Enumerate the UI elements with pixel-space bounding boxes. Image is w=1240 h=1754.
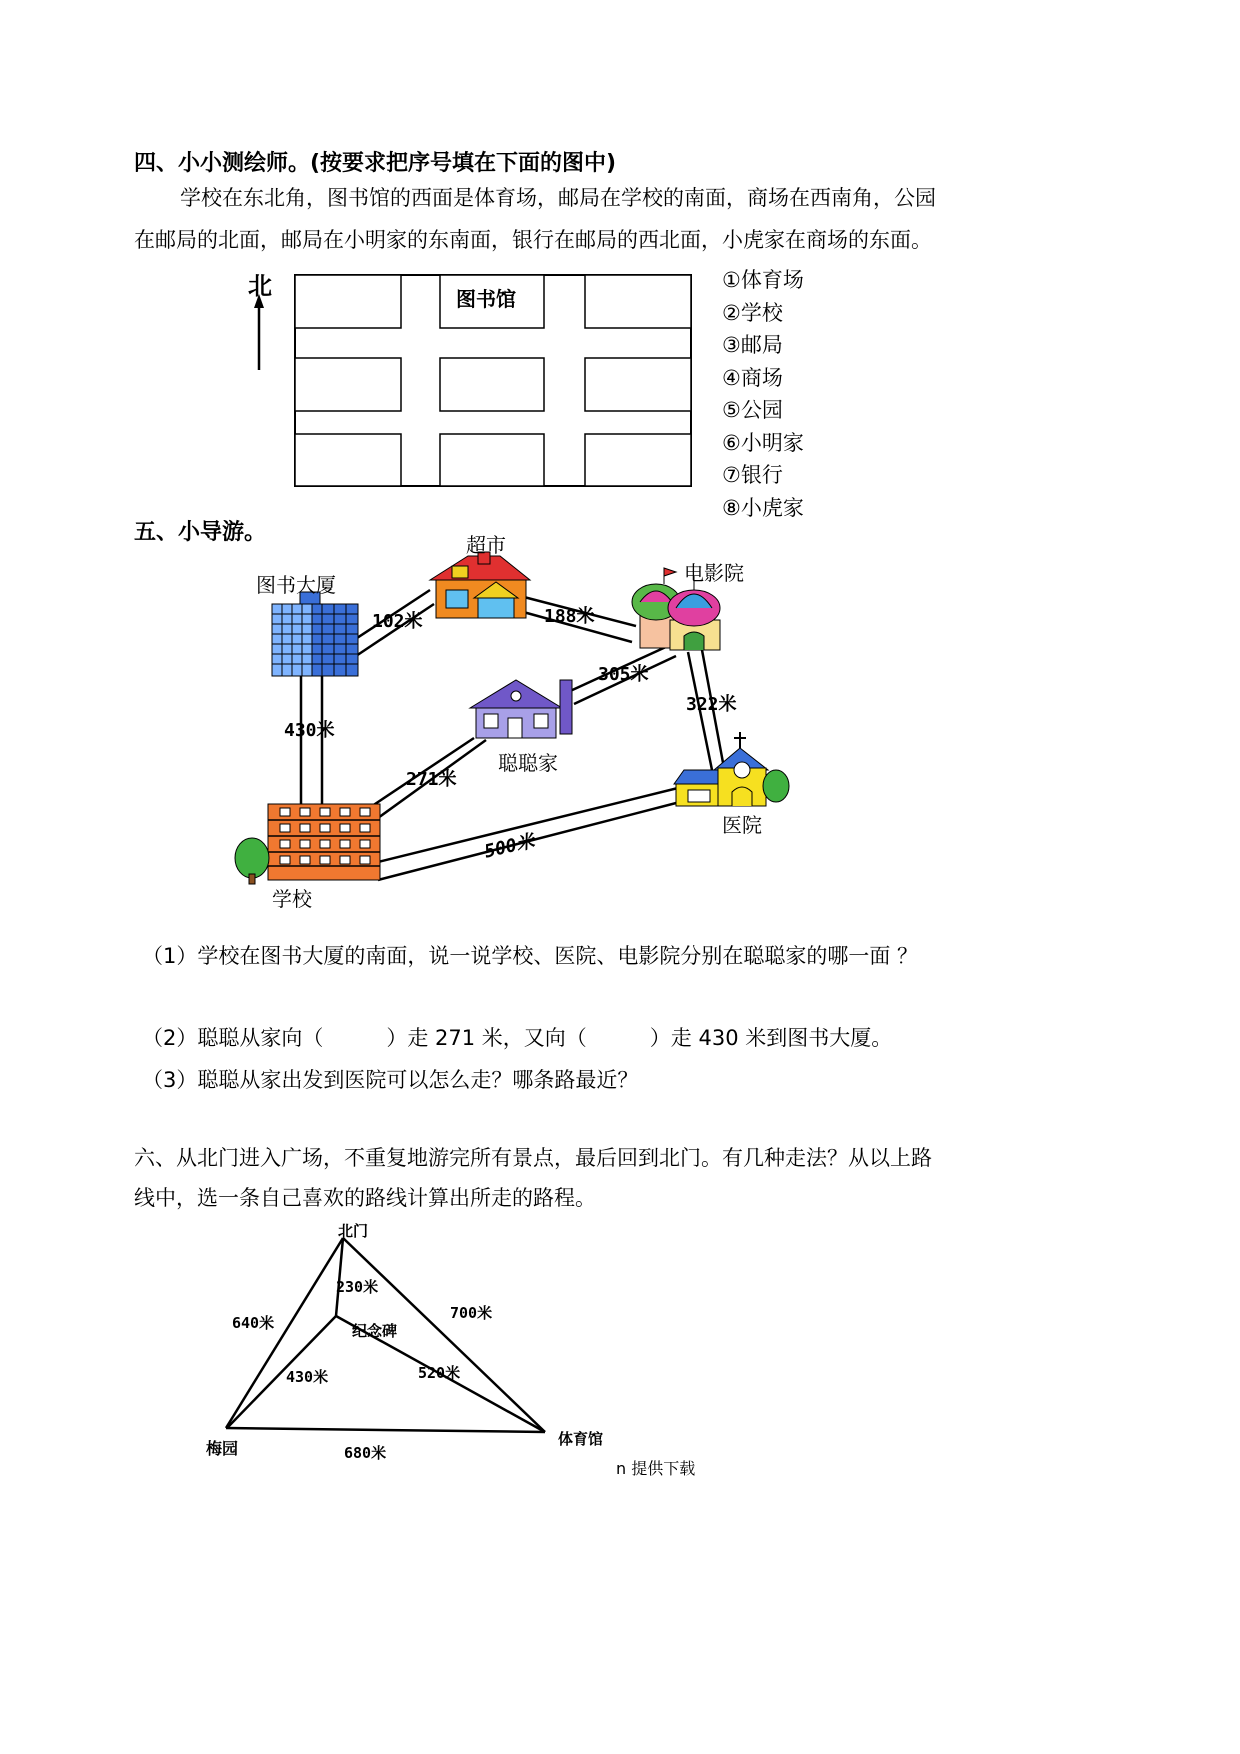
section4-paragraph-line2: 在邮局的北面，邮局在小明家的东南面，银行在邮局的西北面，小虎家在商场的东面。: [134, 228, 932, 252]
section6-heading-line1: 六、从北门进入广场，不重复地游完所有景点，最后回到北门。有几种走法？从以上路: [134, 1146, 932, 1170]
distance-cinema-hospital: 322米: [686, 694, 737, 715]
question-2: （2）聪聪从家向（ ）走 271 米，又向（ ）走 430 米到图书大厦。: [142, 1026, 893, 1050]
section5-heading: 五、小导游。: [134, 520, 267, 545]
edge-monument-gym: 520米: [418, 1364, 461, 1382]
question-1: （1）学校在图书大厦的南面，说一说学校、医院、电影院分别在聪聪家的哪一面 ？: [142, 944, 919, 968]
edge-north-gym: 700米: [450, 1304, 493, 1322]
legend-item: ③邮局: [722, 333, 783, 357]
distance-cinema-cong: 305米: [598, 664, 649, 685]
cong-home-label: 聪聪家: [498, 751, 558, 775]
node-gym: 体育馆: [558, 1430, 604, 1448]
distance-book-supermarket: 102米: [372, 611, 423, 632]
edge-monument-plum: 430米: [286, 1368, 329, 1386]
legend-item: ⑥小明家: [722, 430, 804, 455]
node-north-gate: 北门: [338, 1222, 369, 1240]
book-building-label: 图书大厦: [256, 573, 336, 597]
edge-plum-gym: 680米: [344, 1444, 387, 1462]
edge-north-plum: 640米: [232, 1314, 275, 1332]
legend-item: ①体育场: [722, 268, 804, 292]
question-3: （3）聪聪从家出发到医院可以怎么走？哪条路最近？: [142, 1068, 639, 1092]
node-plum-garden: 梅园: [206, 1439, 239, 1458]
hospital-label: 医院: [722, 813, 762, 837]
library-label: 图书馆: [456, 287, 516, 311]
legend-item: ⑧小虎家: [722, 495, 804, 520]
section6-heading-line2: 线中，选一条自己喜欢的路线计算出所走的路程。: [134, 1186, 596, 1210]
cinema-label: 电影院: [684, 561, 744, 585]
distance-book-school: 430米: [284, 720, 335, 741]
legend-item: ④商场: [722, 365, 783, 390]
legend-item: ⑦银行: [722, 463, 783, 487]
edge-north-monument: 230米: [336, 1278, 379, 1296]
distance-school-hospital: 500米: [482, 830, 537, 863]
north-label: 北: [248, 272, 272, 300]
section4-paragraph-line1: 学校在东北角，图书馆的西面是体育场，邮局在学校的南面，商场在西南角，公园: [180, 186, 936, 210]
supermarket-label: 超市: [466, 533, 506, 557]
school-label: 学校: [272, 887, 312, 911]
footer-text: n 提供下载: [616, 1459, 696, 1478]
node-monument: 纪念碑: [352, 1322, 398, 1340]
distance-supermarket-cinema: 188米: [544, 606, 595, 627]
distance-school-cong: 271米: [406, 769, 457, 790]
legend-item: ⑤公园: [722, 398, 783, 422]
section4-heading: 四、小小测绘师。(按要求把序号填在下面的图中): [134, 151, 617, 176]
legend-item: ②学校: [722, 300, 783, 325]
